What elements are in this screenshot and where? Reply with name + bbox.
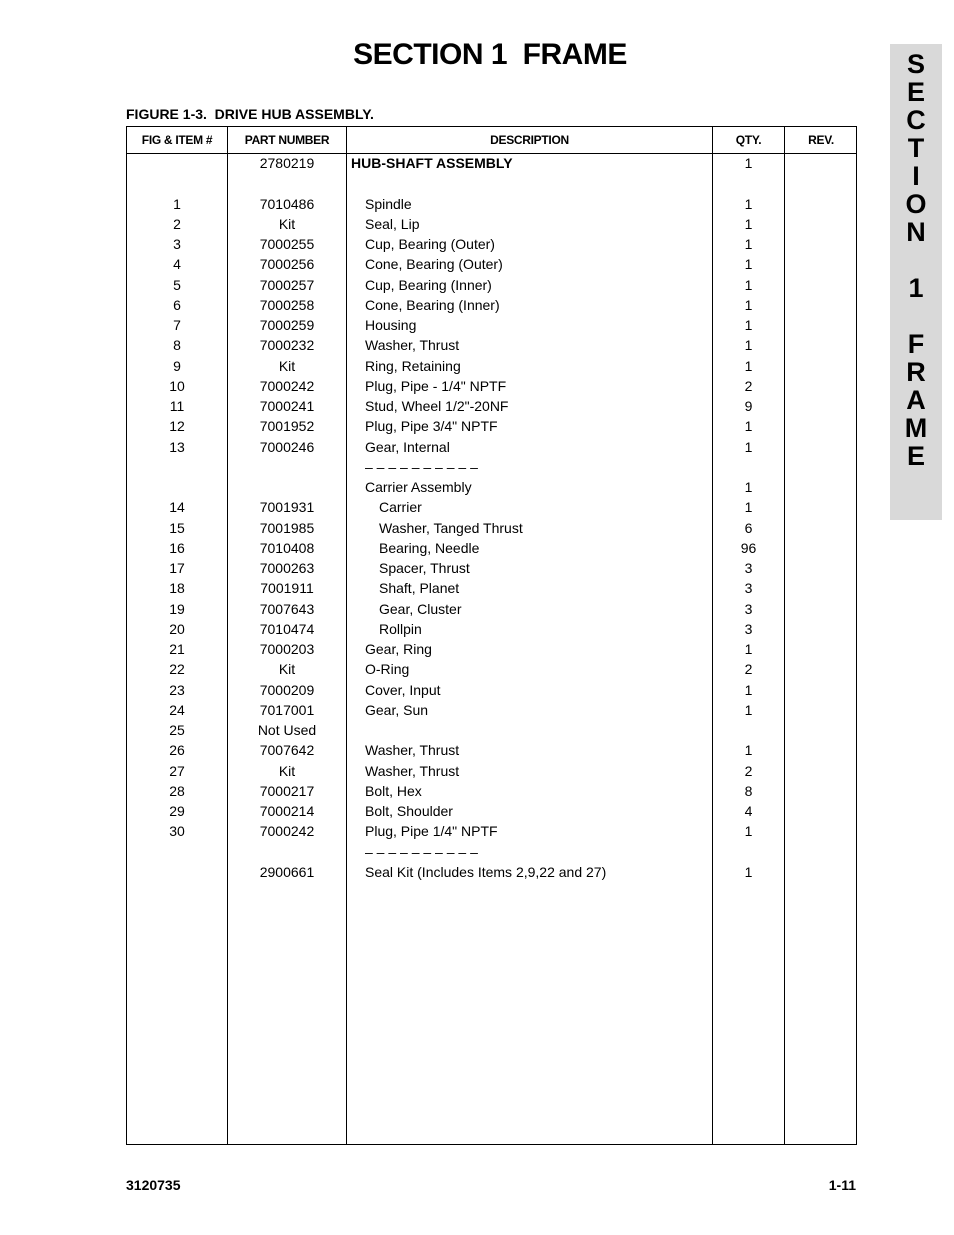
qty-cell: 1 xyxy=(744,681,753,698)
qty-cell: 9 xyxy=(744,398,753,414)
part-number-cell: 7000258 xyxy=(259,296,315,313)
qty-cell: 3 xyxy=(744,620,753,637)
table-row xyxy=(127,234,858,254)
item-number-cell: 4 xyxy=(173,256,181,273)
qty-cell: 1 xyxy=(744,479,753,495)
description-cell: – – – – – – – – – – xyxy=(365,458,478,475)
item-number-cell: 18 xyxy=(169,580,185,597)
description-cell: Cone, Bearing (Outer) xyxy=(365,256,503,273)
qty-cell: 1 xyxy=(744,438,753,455)
part-number-cell: 7000217 xyxy=(259,782,315,799)
description-cell: Cup, Bearing (Inner) xyxy=(365,276,492,293)
description-cell: Stud, Wheel 1/2"-20NF xyxy=(365,398,509,414)
part-number-cell: 7000246 xyxy=(259,438,315,455)
table-row xyxy=(127,315,858,335)
qty-cell: 3 xyxy=(744,600,753,617)
table-row xyxy=(127,801,858,821)
header-fig-item: FIG & ITEM # xyxy=(141,133,213,147)
table-row xyxy=(127,862,858,882)
description-cell: Washer, Thrust xyxy=(365,337,460,354)
item-number-cell: 3 xyxy=(173,236,181,252)
page-number: 1-11 xyxy=(828,1177,856,1193)
table-row xyxy=(127,558,858,578)
description-cell: Cone, Bearing (Inner) xyxy=(365,296,500,313)
qty-cell: 1 xyxy=(744,499,753,516)
description-cell: Housing xyxy=(365,317,417,333)
part-number-cell: 7007642 xyxy=(259,742,315,759)
item-number-cell: 15 xyxy=(169,519,185,536)
item-number-cell: 6 xyxy=(173,296,181,313)
description-cell: Shaft, Planet xyxy=(379,580,460,597)
description-cell: Bolt, Shoulder xyxy=(365,803,453,819)
part-number-cell: 7001931 xyxy=(259,499,315,516)
qty-cell: 1 xyxy=(744,863,753,880)
description-cell: Gear, Ring xyxy=(365,641,432,657)
side-tab-letter xyxy=(890,302,942,330)
qty-cell: 96 xyxy=(740,539,757,556)
header-description: DESCRIPTION xyxy=(490,133,569,147)
item-number-cell: 23 xyxy=(169,681,185,698)
part-number-cell: 7000203 xyxy=(259,641,315,657)
item-number-cell: 25 xyxy=(169,722,185,738)
qty-cell: 1 xyxy=(744,701,753,718)
part-number-cell: Not Used xyxy=(257,722,317,738)
part-number-cell: Kit xyxy=(278,215,296,232)
side-tab-letter xyxy=(890,246,942,274)
table-row xyxy=(127,720,858,740)
qty-cell: 1 xyxy=(744,641,753,657)
qty-cell: 1 xyxy=(744,296,753,313)
qty-cell: 2 xyxy=(744,762,753,779)
table-row xyxy=(127,842,858,862)
description-cell: Washer, Thrust xyxy=(365,742,460,759)
description-cell: Cup, Bearing (Outer) xyxy=(365,236,495,252)
side-tab-letter: E xyxy=(906,441,925,471)
description-cell: O-Ring xyxy=(365,661,410,678)
part-number-cell: 2780219 xyxy=(259,155,315,171)
item-number-cell: 11 xyxy=(169,398,185,414)
item-number-cell: 26 xyxy=(169,742,185,759)
qty-cell: 4 xyxy=(744,803,753,819)
item-number-cell: 29 xyxy=(169,803,185,819)
part-number-cell: 7000242 xyxy=(259,823,315,840)
part-number-cell: 7010486 xyxy=(259,195,315,212)
table-row xyxy=(127,254,858,274)
side-tab-letter: O xyxy=(905,189,927,219)
description-cell: Spacer, Thrust xyxy=(379,560,470,576)
part-number-cell: 7001985 xyxy=(259,519,315,536)
table-row xyxy=(127,700,858,720)
qty-cell: 1 xyxy=(744,317,753,333)
table-row xyxy=(127,214,858,234)
description-cell: Bolt, Hex xyxy=(365,782,422,799)
item-number-cell: 21 xyxy=(169,641,185,657)
part-number-cell: 7001911 xyxy=(260,580,314,597)
table-row xyxy=(127,194,858,214)
part-number-cell: 7000214 xyxy=(259,803,315,819)
table-row xyxy=(127,781,858,801)
part-number-cell: 7000257 xyxy=(259,276,315,293)
item-number-cell: 10 xyxy=(169,377,185,394)
qty-cell: 3 xyxy=(744,580,753,597)
item-number-cell: 19 xyxy=(169,600,185,617)
side-tab-letter: N xyxy=(906,217,926,247)
figure-caption: FIGURE 1-3. DRIVE HUB ASSEMBLY. xyxy=(126,106,374,122)
side-tab-letter: E xyxy=(906,77,925,107)
part-number-cell: 7007643 xyxy=(259,600,315,617)
item-number-cell: 12 xyxy=(169,418,185,435)
page-title: SECTION 1 FRAME xyxy=(353,38,627,71)
item-number-cell: 9 xyxy=(173,357,181,374)
part-number-cell: 7000232 xyxy=(259,337,315,354)
description-cell: Plug, Pipe 1/4" NPTF xyxy=(365,823,498,840)
side-tab-letter: R xyxy=(906,357,926,387)
item-number-cell: 8 xyxy=(173,337,181,354)
part-number-cell: 7000209 xyxy=(259,681,315,698)
qty-cell: 1 xyxy=(744,337,753,354)
qty-cell: 1 xyxy=(744,742,753,759)
part-number-cell: 7000255 xyxy=(259,236,315,252)
part-number-cell: 7000256 xyxy=(259,256,315,273)
qty-cell: 1 xyxy=(744,236,753,252)
item-number-cell: 17 xyxy=(169,560,185,576)
table-row xyxy=(127,275,858,295)
part-number-cell: Kit xyxy=(278,762,296,779)
part-number-cell: 7000242 xyxy=(259,377,315,394)
description-cell: Gear, Sun xyxy=(365,701,429,718)
description-cell: – – – – – – – – – – xyxy=(365,843,478,860)
header-qty: QTY. xyxy=(735,133,762,147)
qty-cell: 8 xyxy=(744,782,753,799)
part-number-cell: 7010474 xyxy=(259,620,315,637)
side-tab-letter: T xyxy=(907,133,925,163)
table-row xyxy=(127,680,858,700)
description-cell: Seal Kit (Includes Items 2,9,22 and 27) xyxy=(365,863,607,880)
parts-table xyxy=(126,126,857,1145)
table-row xyxy=(127,578,858,598)
side-tab-letter: S xyxy=(906,49,925,79)
description-cell: Bearing, Needle xyxy=(379,539,480,556)
table-row xyxy=(127,356,858,376)
description-cell: Seal, Lip xyxy=(365,215,420,232)
table-row xyxy=(127,761,858,781)
part-number-cell: 7001952 xyxy=(259,418,315,435)
description-cell: Spindle xyxy=(365,195,412,212)
side-tab-letter: F xyxy=(907,329,925,359)
item-number-cell: 24 xyxy=(169,701,185,718)
side-tab-letter: 1 xyxy=(908,273,924,303)
table-row xyxy=(127,173,858,193)
item-number-cell: 1 xyxy=(173,195,181,212)
description-cell: Plug, Pipe 3/4" NPTF xyxy=(365,418,498,435)
part-number-cell: Kit xyxy=(278,357,296,374)
item-number-cell: 22 xyxy=(169,661,185,678)
description-cell: Carrier Assembly xyxy=(365,479,472,495)
table-row xyxy=(127,497,858,517)
section-side-tab xyxy=(890,44,942,520)
qty-cell: 1 xyxy=(744,195,753,212)
part-number-cell: 7000259 xyxy=(259,317,315,333)
table-row xyxy=(127,396,858,416)
description-cell: Cover, Input xyxy=(365,681,441,698)
qty-cell: 1 xyxy=(744,276,753,293)
qty-cell: 1 xyxy=(744,215,753,232)
qty-cell: 1 xyxy=(744,823,753,840)
table-row xyxy=(127,599,858,619)
item-number-cell: 5 xyxy=(173,276,181,293)
side-tab-letters xyxy=(890,50,942,470)
qty-cell: 2 xyxy=(744,661,753,678)
table-row xyxy=(127,295,858,315)
table-row xyxy=(127,518,858,538)
part-number-cell: 7000241 xyxy=(259,398,315,414)
description-cell: Rollpin xyxy=(379,620,422,637)
table-row xyxy=(127,416,858,436)
table-row xyxy=(127,538,858,558)
side-tab-letter: C xyxy=(906,105,926,135)
part-number-cell: 7017001 xyxy=(259,701,315,718)
header-part-number: PART NUMBER xyxy=(244,133,330,147)
item-number-cell: 30 xyxy=(169,823,185,840)
part-number-cell: Kit xyxy=(278,661,296,678)
side-tab-letter: I xyxy=(912,161,920,191)
table-row xyxy=(127,821,858,841)
description-cell: HUB-SHAFT ASSEMBLY xyxy=(351,155,513,171)
qty-cell: 2 xyxy=(744,377,753,394)
description-cell: Plug, Pipe - 1/4" NPTF xyxy=(365,377,507,394)
item-number-cell: 7 xyxy=(173,317,181,333)
table-row xyxy=(127,335,858,355)
description-cell: Ring, Retaining xyxy=(365,357,461,374)
item-number-cell: 13 xyxy=(169,438,185,455)
table-row xyxy=(127,477,858,497)
description-cell: Washer, Tanged Thrust xyxy=(379,519,523,536)
table-row xyxy=(127,740,858,760)
qty-cell: 1 xyxy=(744,155,753,171)
table-row xyxy=(127,639,858,659)
description-cell: Washer, Thrust xyxy=(365,762,460,779)
item-number-cell: 27 xyxy=(169,762,185,779)
table-row xyxy=(127,457,858,477)
qty-cell: 1 xyxy=(744,357,753,374)
item-number-cell: 20 xyxy=(169,620,185,637)
description-cell: Carrier xyxy=(379,499,422,516)
side-tab-letter: M xyxy=(904,413,928,443)
qty-cell: 1 xyxy=(744,256,753,273)
table-row xyxy=(127,619,858,639)
header-rev: REV. xyxy=(808,133,834,147)
item-number-cell: 28 xyxy=(169,782,185,799)
qty-cell: 6 xyxy=(744,519,753,536)
qty-cell: 3 xyxy=(744,560,753,576)
document-number: 3120735 xyxy=(126,1177,181,1193)
table-row xyxy=(127,659,858,679)
table-row xyxy=(127,376,858,396)
description-cell: Gear, Internal xyxy=(365,438,450,455)
table-row xyxy=(127,437,858,457)
side-tab-letter: A xyxy=(906,385,926,415)
part-number-cell: 2900661 xyxy=(259,863,315,880)
item-number-cell: 2 xyxy=(173,215,181,232)
description-cell: Gear, Cluster xyxy=(379,600,462,617)
part-number-cell: 7000263 xyxy=(259,560,315,576)
item-number-cell: 14 xyxy=(169,499,185,516)
qty-cell: 1 xyxy=(744,418,753,435)
item-number-cell: 16 xyxy=(169,539,185,556)
table-row xyxy=(127,153,858,173)
part-number-cell: 7010408 xyxy=(259,539,315,556)
